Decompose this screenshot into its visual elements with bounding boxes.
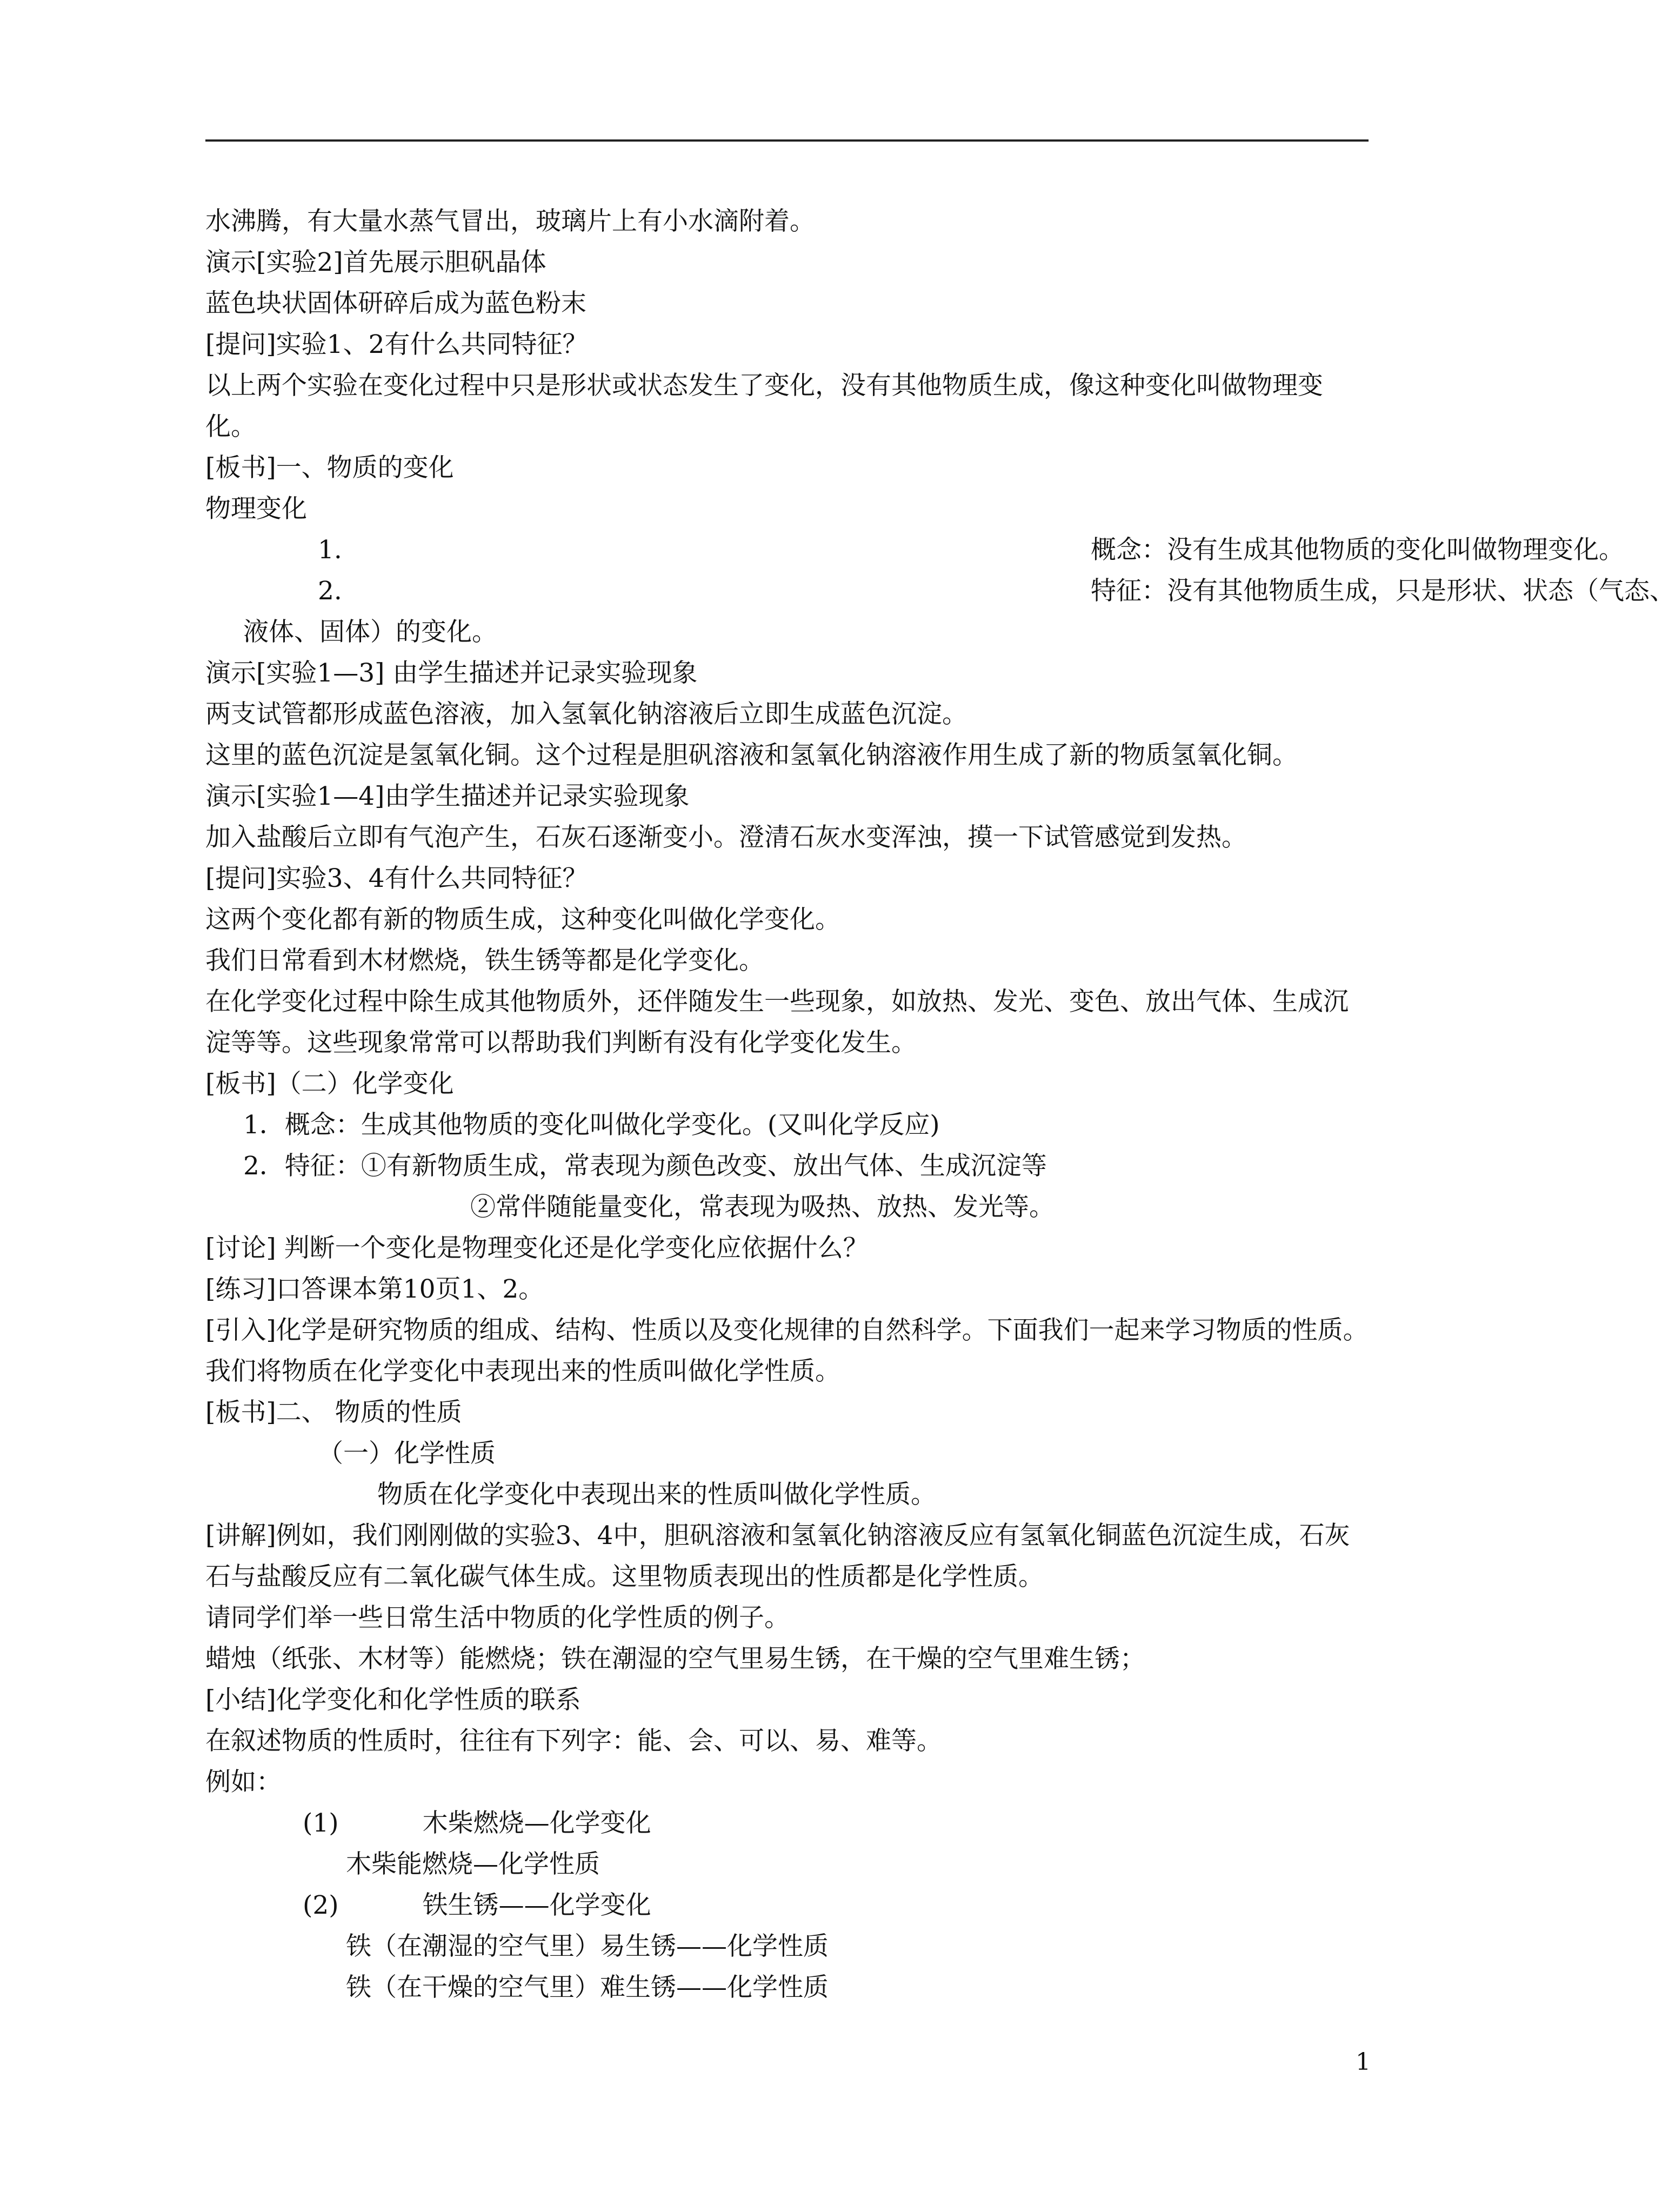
item-text: 木柴燃烧—化学变化 bbox=[422, 1808, 651, 1838]
text-line: 水沸腾，有大量水蒸气冒出，玻璃片上有小水滴附着。 bbox=[205, 206, 815, 236]
document-body bbox=[205, 201, 1675, 2008]
item-text: 特征：没有其他物质生成，只是形状、状态（气态、 bbox=[1091, 576, 1675, 606]
text-line: 演示[实验2]首先展示胆矾晶体 bbox=[205, 248, 546, 277]
text-line: 请同学们举一些日常生活中物质的化学性质的例子。 bbox=[205, 1603, 790, 1633]
item-number: 2. bbox=[318, 576, 342, 606]
item-text: 铁生锈——化学变化 bbox=[422, 1890, 651, 1920]
text-line: 1．概念：生成其他物质的变化叫做化学变化。(又叫化学反应) bbox=[243, 1110, 940, 1140]
text-line: 两支试管都形成蓝色溶液，加入氢氧化钠溶液后立即生成蓝色沉淀。 bbox=[205, 699, 967, 729]
text-paragraph: 以上两个实验在变化过程中只是形状或状态发生了变化，没有其他物质生成，像这种变化叫做物理变化。 bbox=[205, 371, 1323, 442]
text-line: [提问]实验3、4有什么共同特征？ bbox=[205, 864, 588, 893]
text-paragraph: [引入]化学是研究物质的组成、结构、性质以及变化规律的自然科学。下面我们一起来学习物质的性质。我们将物质在化学变化中表现出来的性质叫做化学性质。 bbox=[205, 1315, 1369, 1386]
item-number: 1. bbox=[318, 535, 342, 565]
text-line: [板书]一、物质的变化 bbox=[205, 453, 454, 483]
text-line: 演示[实验1—4]由学生描述并记录实验现象 bbox=[205, 781, 690, 811]
item-number: (1) bbox=[303, 1808, 339, 1838]
text-line: 这两个变化都有新的物质生成，这种变化叫做化学变化。 bbox=[205, 905, 840, 934]
example-item bbox=[205, 1885, 1369, 1926]
text-line: （一）化学性质 bbox=[318, 1439, 496, 1468]
text-line: 例如： bbox=[205, 1767, 282, 1797]
text-line: [讨论] 判断一个变化是物理变化还是化学变化应依据什么？ bbox=[205, 1233, 869, 1263]
text-paragraph: [讲解]例如，我们刚刚做的实验3、4中，胆矾溶液和氢氧化钠溶液反应有氢氧化铜蓝色沉淀生成，石灰石与盐酸反应有二氧化碳气体生成。这里物质表现出的性质都是化学性质。 bbox=[205, 1521, 1350, 1592]
text-line: 演示[实验1—3] 由学生描述并记录实验现象 bbox=[205, 658, 698, 688]
example-item bbox=[205, 1803, 1369, 1844]
text-paragraph: 在化学变化过程中除生成其他物质外，还伴随发生一些现象，如放热、发光、变色、放出气体、生成沉淀等等。这些现象常常可以帮助我们判断有没有化学变化发生。 bbox=[205, 987, 1349, 1058]
numbered-item bbox=[205, 530, 1624, 571]
text-line: [板书]二、 物质的性质 bbox=[205, 1398, 462, 1427]
text-line: [练习]口答课本第10页1、2。 bbox=[205, 1274, 544, 1304]
text-line: 我们日常看到木材燃烧，铁生锈等都是化学变化。 bbox=[205, 946, 764, 975]
text-line: 液体、固体）的变化。 bbox=[243, 617, 497, 647]
item-number: (2) bbox=[303, 1890, 339, 1920]
text-line: 蜡烛（纸张、木材等）能燃烧；铁在潮湿的空气里易生锈，在干燥的空气里难生锈； bbox=[205, 1644, 1145, 1674]
text-line: [小结]化学变化和化学性质的联系 bbox=[205, 1685, 581, 1715]
text-line: 铁（在干燥的空气里）难生锈——化学性质 bbox=[346, 1973, 829, 2002]
text-line: 蓝色块状固体研碎后成为蓝色粉末 bbox=[205, 289, 586, 318]
text-line: ②常伴随能量变化，常表现为吸热、放热、发光等。 bbox=[470, 1192, 1055, 1222]
text-line: [提问]实验1、2有什么共同特征？ bbox=[205, 330, 588, 359]
text-line: 2．特征：①有新物质生成，常表现为颜色改变、放出气体、生成沉淀等 bbox=[243, 1151, 1047, 1181]
text-line: 这里的蓝色沉淀是氢氧化铜。这个过程是胆矾溶液和氢氧化钠溶液作用生成了新的物质氢氧化铜。 bbox=[205, 740, 1298, 770]
text-line: 加入盐酸后立即有气泡产生，石灰石逐渐变小。澄清石灰水变浑浊，摸一下试管感觉到发热。 bbox=[205, 823, 1247, 852]
numbered-item bbox=[205, 571, 1675, 612]
text-line: 铁（在潮湿的空气里）易生锈——化学性质 bbox=[346, 1932, 829, 1961]
text-line: 物理变化 bbox=[205, 494, 307, 524]
item-text: 概念：没有生成其他物质的变化叫做物理变化。 bbox=[1091, 535, 1624, 565]
text-line: 物质在化学变化中表现出来的性质叫做化学性质。 bbox=[377, 1480, 936, 1509]
page-number: 1 bbox=[1356, 2048, 1371, 2076]
header-rule bbox=[205, 139, 1369, 142]
text-line: 在叙述物质的性质时，往往有下列字：能、会、可以、易、难等。 bbox=[205, 1726, 942, 1756]
text-line: 木柴能燃烧—化学性质 bbox=[346, 1849, 600, 1879]
text-line: [板书]（二）化学变化 bbox=[205, 1069, 454, 1099]
